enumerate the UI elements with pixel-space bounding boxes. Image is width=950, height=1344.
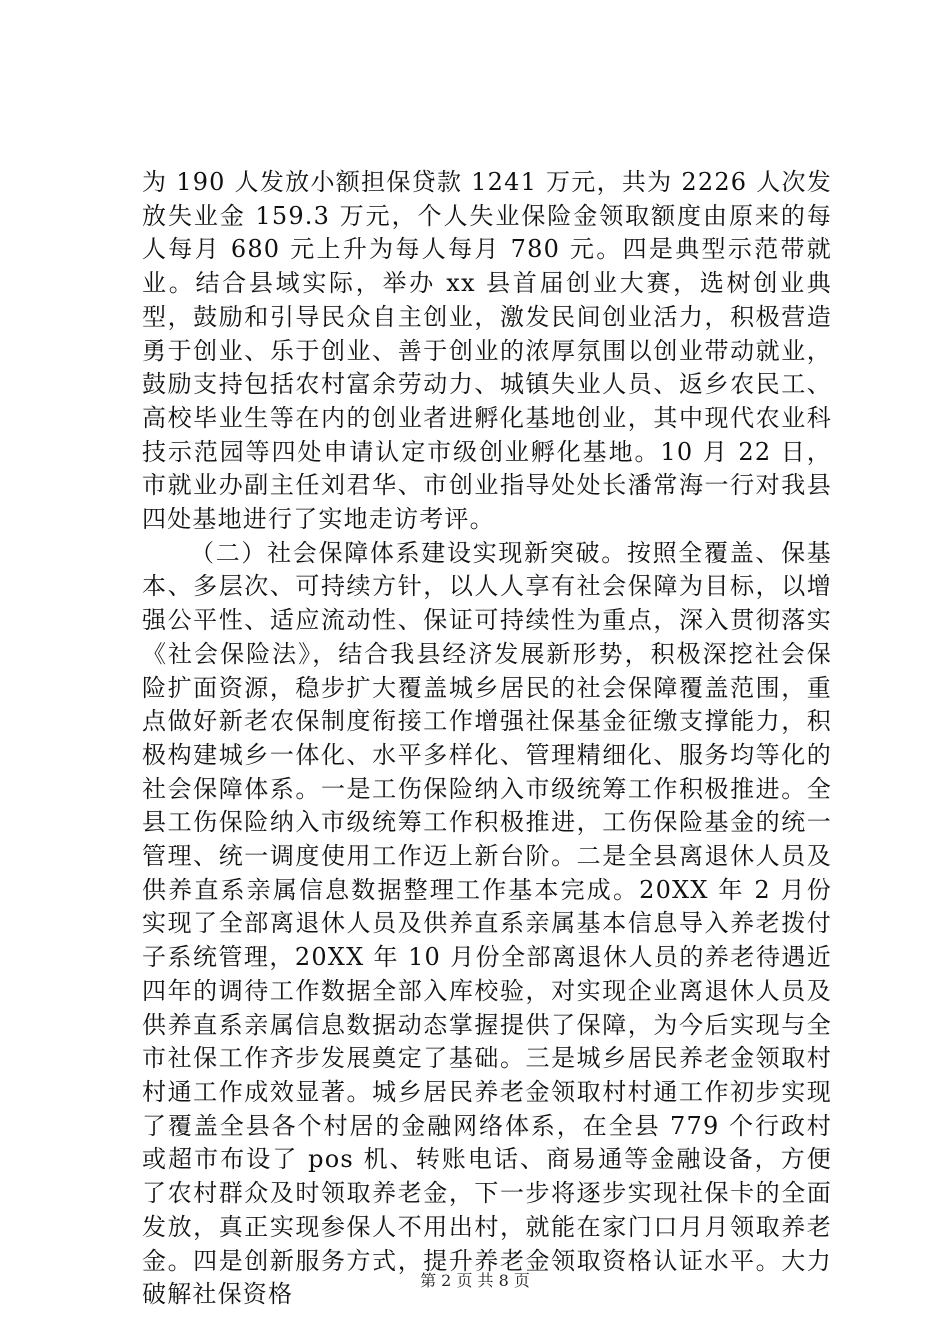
document-body <box>142 166 832 1312</box>
paragraph-employment-subsidies: 为 190 人发放小额担保贷款 1241 万元，共为 2226 人次发放失业金 159.3 万元，个人失业保险金领取额度由原来的每人每月 680 元上升为每人每月 780 元。四是典型示范带就业。结合县域实际，举办 xx 县首届创业大赛，选树创业典型，鼓励和引导民众自主创业，激发民间创业活力，积极营造勇于创业、乐于创业、善于创业的浓厚氛围以创业带动就业，鼓励支持包括农村富余劳动力、城镇失业人员、返乡农民工、高校毕业生等在内的创业者进孵化基地创业，其中现代农业科技示范园等四处申请认定市级创业孵化基地。10 月 22 日，市就业办副主任刘君华、市创业指导处处长潘常海一行对我县四处基地进行了实地走访考评。 <box>142 168 832 534</box>
paragraph-social-security: （二）社会保障体系建设实现新突破。按照全覆盖、保基本、多层次、可持续方针，以人人享有社会保障为目标，以增强公平性、适应流动性、保证可持续性为重点，深入贯彻落实《社会保险法》，结合我县经济发展新形势，积极深挖社会保险扩面资源，稳步扩大覆盖城乡居民的社会保障覆盖范围，重点做好新老农保制度衔接工作增强社保基金征缴支撑能力，积极构建城乡一体化、水平多样化、管理精细化、服务均等化的社会保障体系。一是工伤保险纳入市级统筹工作积极推进。全县工伤保险纳入市级统筹工作积极推进，工伤保险基金的统一管理、统一调度使用工作迈上新台阶。二是全县离退休人员及供养直系亲属信息数据整理工作基本完成。20XX 年 2 月份实现了全部离退休人员及供养直系亲属基本信息导入养老拨付子系统管理，20XX 年 10 月份全部离退休人员的养老待遇近四年的调待工作数据全部入库校验，对实现企业离退休人员及供养直系亲属信息数据动态掌握提供了保障，为今后实现与全市社保工作齐步发展奠定了基础。三是城乡居民养老金领取村村通工作成效显著。城乡居民养老金领取村村通工作初步实现了覆盖全县各个村居的金融网络体系，在全县 779 个行政村或超市布设了 pos 机、转账电话、商易通等金融设备，方便了农村群众及时领取养老金，下一步将逐步实现社保卡的全面发放，真正实现参保人不用出村，就能在家门口月月领取养老金。四是创新服务方式，提升养老金领取资格认证水平。大力破解社保资格 <box>142 538 832 1309</box>
page-number-footer: 第 2 页 共 8 页 <box>420 1271 530 1290</box>
